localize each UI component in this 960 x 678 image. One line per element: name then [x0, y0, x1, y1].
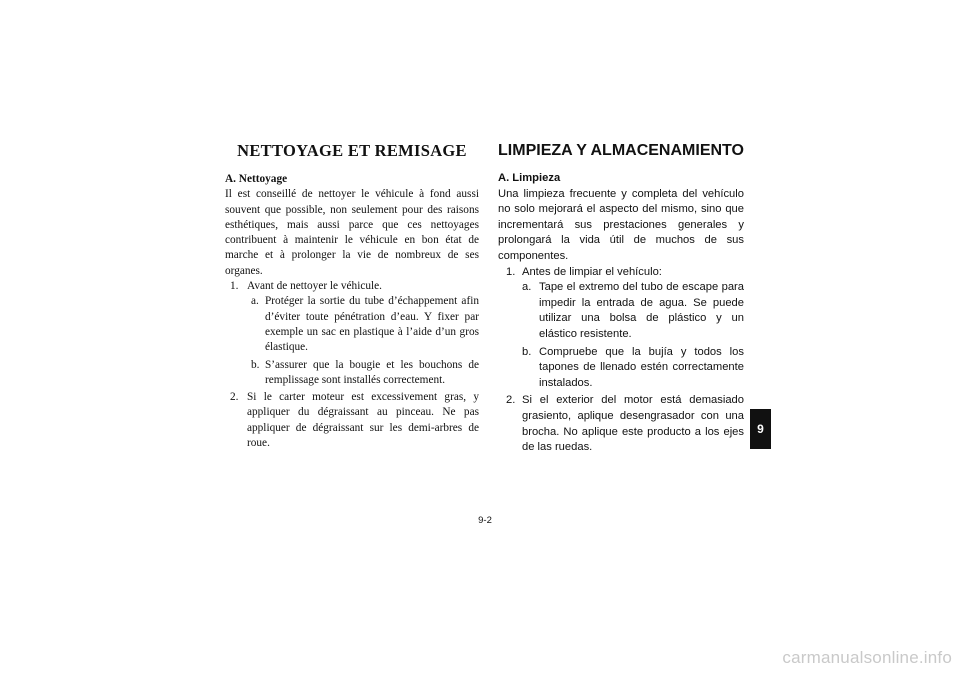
- french-step-1-number: 1.: [230, 280, 239, 293]
- spanish-intro-paragraph: Una limpieza frecuente y completa del vehículo no solo mejorará el aspecto del mismo, sino que incrementará sus prestaciones generales y prolongará la vida útil de muchos de sus componentes.: [498, 187, 744, 262]
- spanish-step-1a-letter: a.: [522, 281, 532, 294]
- french-step-1: [225, 279, 479, 294]
- spanish-step-1b-letter: b.: [522, 345, 532, 358]
- spanish-step-2-number: 2.: [506, 394, 516, 407]
- french-section-heading: A. Nettoyage: [225, 173, 288, 185]
- spanish-step-1a-text: Tape el extremo del tubo de escape para impedir la entrada de agua. Se puede utilizar una bolsa de plástico y un elástico resistente.: [539, 281, 744, 340]
- french-step-1a: [225, 294, 479, 355]
- french-title: NETTOYAGE ET REMISAGE: [237, 141, 467, 160]
- french-column: [225, 140, 479, 451]
- spanish-column: [498, 140, 744, 456]
- spanish-step-2: [498, 393, 744, 455]
- spanish-step-1: [498, 265, 744, 281]
- spanish-section-heading: A. Limpieza: [498, 172, 561, 184]
- page-number: 9-2: [478, 515, 492, 526]
- chapter-tab: 9: [750, 409, 771, 449]
- french-step-1b-text: S’assurer que la bougie et les bouchons de remplissage sont installés correctement.: [265, 358, 479, 386]
- french-step-1b-letter: b.: [251, 358, 260, 371]
- french-step-2-text: Si le carter moteur est excessivement gras, y appliquer du dégraissant au pinceau. Ne pas appliquer de dégraissant sur les demi-arbres de roue.: [247, 391, 479, 450]
- watermark: carmanualsonline.info: [782, 648, 952, 667]
- french-intro-paragraph: Il est conseillé de nettoyer le véhicule à fond aussi souvent que possible, non seulement pour des raisons esthétiques, mais aussi parce que ces nettoyages contribuent à maintenir le véhicule en bon état de marche et à prolonger la vie de nombreux de ses organes.: [225, 188, 479, 277]
- spanish-step-1-number: 1.: [506, 265, 516, 278]
- spanish-step-1a: [498, 280, 744, 342]
- french-step-2-number: 2.: [230, 391, 239, 404]
- french-step-1-text: Avant de nettoyer le véhicule.: [247, 280, 382, 293]
- french-step-1a-text: Protéger la sortie du tube d’échappement afin d’éviter toute pénétration d’eau. Y fixer par exemple un sac en plastique à l’aide d’un gros élastique.: [265, 295, 479, 354]
- spanish-step-1b-text: Compruebe que la bujía y todos los tapones de llenado estén correctamente instalados.: [539, 345, 744, 389]
- spanish-step-1-text: Antes de limpiar el vehículo:: [522, 265, 662, 278]
- french-step-1a-letter: a.: [251, 295, 259, 308]
- french-step-1b: [225, 358, 479, 389]
- spanish-title: LIMPIEZA Y ALMACENAMIENTO: [498, 142, 744, 159]
- spanish-step-2-text: Si el exterior del motor está demasiado grasiento, aplique desengrasador con una brocha. No aplique este producto a los ejes de las ruedas.: [522, 394, 744, 454]
- spanish-step-1b: [498, 345, 744, 392]
- french-step-2: [225, 390, 479, 451]
